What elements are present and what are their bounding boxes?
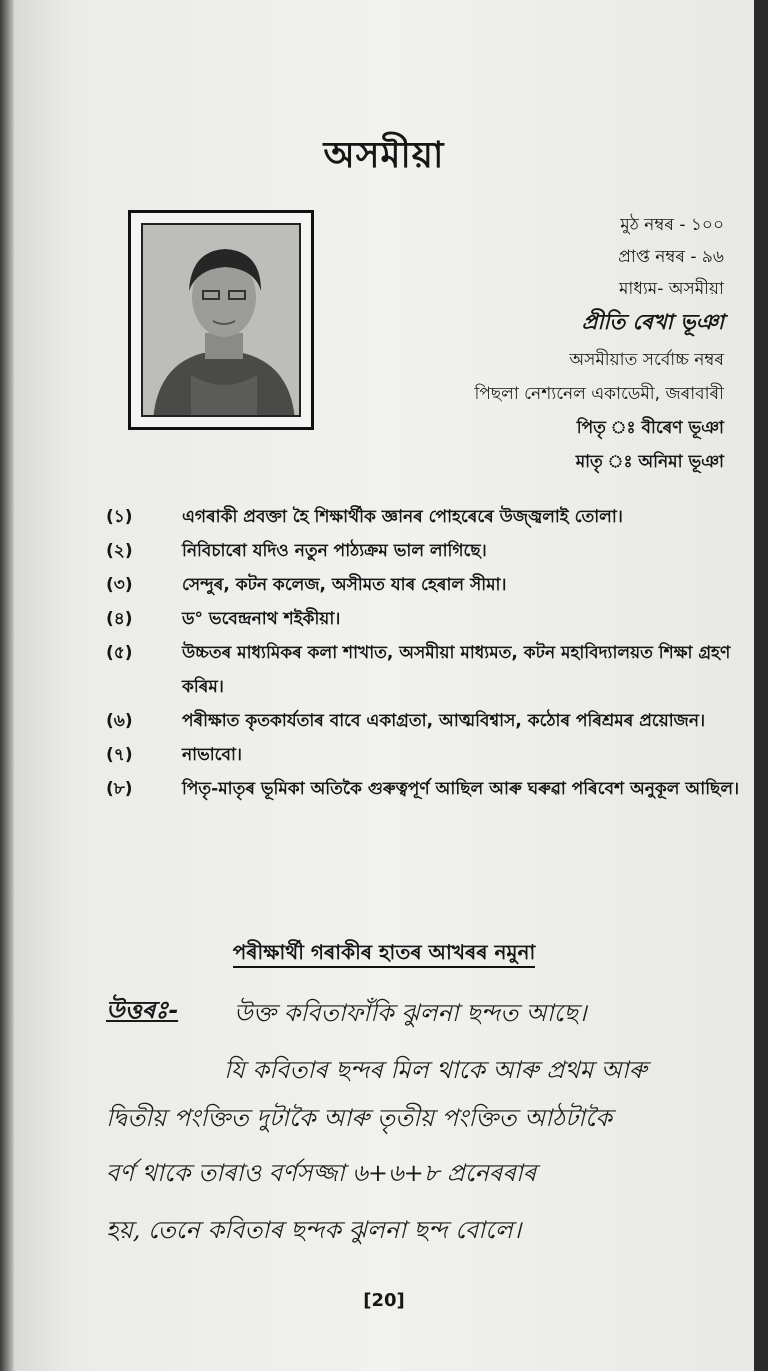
- full-marks: মুঠ নম্বৰ - ১০০: [620, 215, 724, 235]
- handwriting-heading-text: পৰীক্ষাৰ্থী গৰাকীৰ হাতৰ আখৰৰ নমুনা: [233, 940, 536, 968]
- list-item: [106, 636, 746, 704]
- handwriting-heading: [14, 938, 754, 971]
- list-item: [106, 534, 746, 568]
- answer-number: (৪): [106, 609, 133, 629]
- answer-text: সেন্দুৰ, কটন কলেজ, অসীমত যাৰ হেৰাল সীমা।: [182, 575, 507, 595]
- student-photo: [141, 223, 301, 417]
- answer-text: ড° ভবেন্দ্ৰনাথ শইকীয়া।: [182, 609, 341, 629]
- answer-text: পিতৃ-মাতৃৰ ভূমিকা অতিকৈ গুৰুত্বপূৰ্ণ আছিল আৰু ঘৰুৱা পৰিবেশ অনুকূল আছিল।: [182, 779, 740, 799]
- handwriting-line-2: যি কবিতাৰ ছন্দৰ মিল থাকে আৰু প্ৰথম আৰু: [224, 1056, 647, 1084]
- student-photo-frame: [128, 210, 314, 430]
- handwriting-line-4: বৰ্ণ থাকে তাৰাও বৰ্ণসজ্জা ৬+৬+৮ প্ৰনেৰৰাৰ: [106, 1159, 537, 1187]
- answer-text: উচ্চতৰ মাধ্যমিকৰ কলা শাখাত, অসমীয়া মাধ্যমত, কটন মহাবিদ্যালয়ত শিক্ষা গ্ৰহণ কৰিম।: [182, 643, 731, 697]
- page-number: [20]: [363, 1290, 405, 1311]
- list-item: [106, 704, 746, 738]
- answer-number: (৩): [106, 575, 133, 595]
- page-title: অসমীয়া: [323, 135, 445, 176]
- list-item: [106, 772, 746, 806]
- achievement: অসমীয়াত সৰ্বোচ্চ নম্বৰ: [569, 350, 724, 370]
- list-item: [106, 602, 746, 636]
- answer-number: (৫): [106, 643, 133, 663]
- marks-obtained: প্ৰাপ্ত নম্বৰ - ৯৬: [618, 247, 724, 267]
- mother-name: মাতৃ ঃ অনিমা ভূঞা: [575, 452, 724, 472]
- school-name: পিছলা নেশ্যনেল একাডেমী, জৰাবাৰী: [474, 384, 724, 404]
- answer-number: (৬): [106, 711, 133, 731]
- answer-text: এগৰাকী প্ৰবক্তা হৈ শিক্ষাৰ্থীক জ্ঞানৰ পোহৰেৰে উজ্জ্বলাই তোলা।: [182, 507, 623, 527]
- handwriting-line-3: দ্বিতীয় পংক্তিত দুটাকৈ আৰু তৃতীয় পংক্তিত আঠটাকৈ: [106, 1104, 612, 1132]
- answer-text: পৰীক্ষাত কৃতকাৰ্যতাৰ বাবে একাগ্ৰতা, আত্মবিশ্বাস, কঠোৰ পৰিশ্ৰমৰ প্ৰয়োজন।: [182, 711, 706, 731]
- book-spine-shadow: [0, 0, 14, 1371]
- answer-number: (১): [106, 507, 133, 527]
- handwriting-label: উত্তৰঃ-: [106, 995, 179, 1024]
- list-item: [106, 738, 746, 772]
- answer-number: (৭): [106, 745, 133, 765]
- answers-list: [106, 500, 746, 806]
- handwriting-line-1: উক্ত কবিতাফাঁকি ঝুলনা ছন্দত আছে।: [234, 999, 587, 1027]
- handwriting-line-5: হয়, তেনে কবিতাৰ ছন্দক ঝুলনা ছন্দ বোলে।: [106, 1216, 522, 1244]
- student-name: প্ৰীতি ৰেখা ভূঞা: [581, 310, 724, 334]
- list-item: [106, 500, 746, 534]
- medium: মাধ্যম- অসমীয়া: [618, 279, 724, 299]
- father-name: পিতৃ ঃ বীৰেণ ভূঞা: [576, 418, 724, 438]
- answer-number: (৮): [106, 779, 133, 799]
- answer-text: নাভাবো।: [182, 745, 242, 765]
- answer-number: (২): [106, 541, 133, 561]
- list-item: [106, 568, 746, 602]
- book-page: [14, 0, 754, 1371]
- answer-text: নিবিচাৰো যদিও নতুন পাঠ্যক্ৰম ভাল লাগিছে।: [182, 541, 487, 561]
